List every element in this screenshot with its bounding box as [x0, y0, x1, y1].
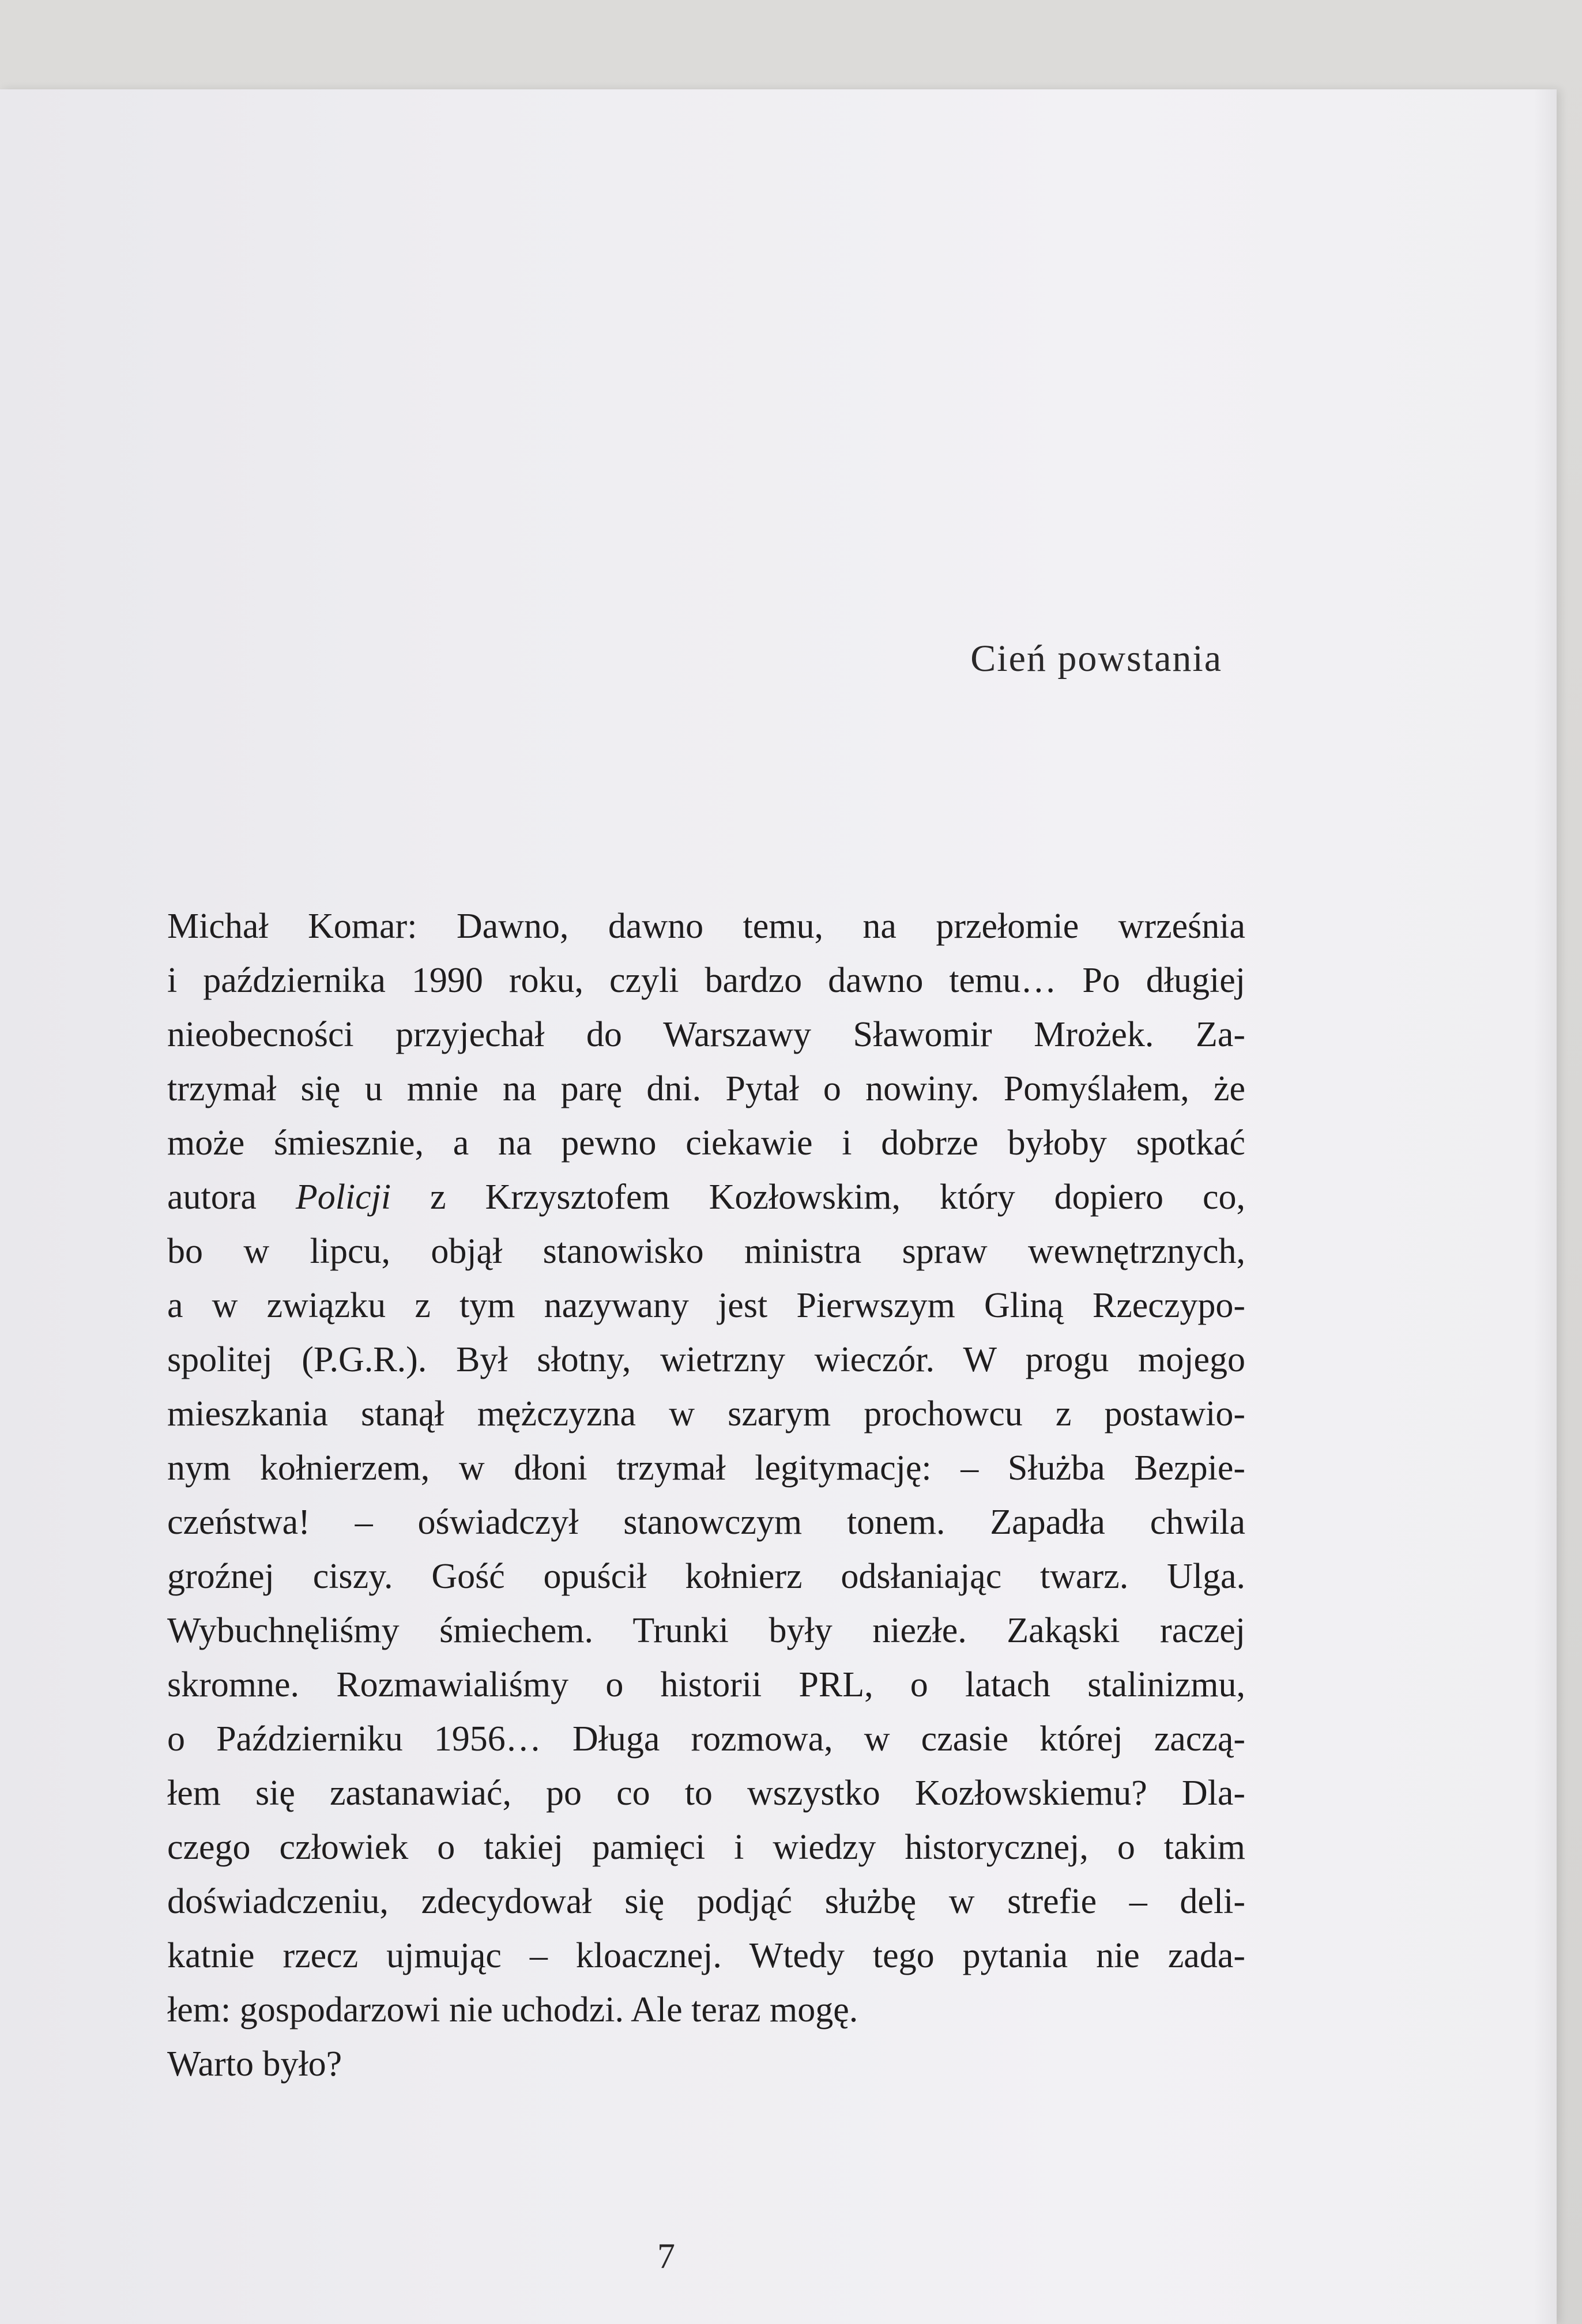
text-line: mieszkania stanął mężczyzna w szarym prochowcu z postawio- [167, 1394, 1245, 1433]
page-number: 7 [657, 2237, 675, 2276]
text-line: trzymał się u mnie na parę dni. Pytał o nowiny. Pomyślałem, że [167, 1069, 1245, 1108]
page-edge-shadow [1534, 89, 1557, 2324]
text-segment: z Krzysztofem Kozłowskim, który dopiero co, [391, 1178, 1245, 1217]
book-title-italic: Policji [295, 1178, 391, 1217]
text-line: Michał Komar: Dawno, dawno temu, na przełomie września [167, 907, 1245, 946]
text-line: łem: gospodarzowi nie uchodzi. Ale teraz mogę. [167, 1990, 858, 2029]
text-line: Wybuchnęliśmy śmiechem. Trunki były niezłe. Zakąski raczej [167, 1611, 1245, 1650]
book-page [0, 89, 1557, 2324]
text-line: czego człowiek o takiej pamięci i wiedzy historycznej, o takim [167, 1828, 1245, 1867]
text-line: spolitej (P.G.R.). Był słotny, wietrzny wieczór. W progu mojego [167, 1340, 1245, 1379]
text-line: nieobecności przyjechał do Warszawy Sławomir Mrożek. Za- [167, 1015, 1245, 1054]
body-paragraph [167, 899, 1245, 2091]
text-line: groźnej ciszy. Gość opuścił kołnierz odsłaniając twarz. Ulga. [167, 1557, 1245, 1596]
text-line: doświadczeniu, zdecydował się podjąć służbę w strefie – deli- [167, 1882, 1245, 1921]
text-line: nym kołnierzem, w dłoni trzymał legitymację: – Służba Bezpie- [167, 1448, 1245, 1488]
text-line: skromne. Rozmawialiśmy o historii PRL, o latach stalinizmu, [167, 1665, 1245, 1704]
text-line: a w związku z tym nazywany jest Pierwszym Gliną Rzeczypo- [167, 1286, 1245, 1325]
text-segment: autora [167, 1178, 296, 1217]
text-line: Warto było? [167, 2044, 342, 2084]
text-line: katnie rzecz ujmując – kloacznej. Wtedy tego pytania nie zada- [167, 1936, 1245, 1975]
text-line: i października 1990 roku, czyli bardzo dawno temu… Po długiej [167, 961, 1245, 1000]
text-line [167, 1170, 1245, 1224]
chapter-title: Cień powstania [970, 637, 1222, 680]
text-line: może śmiesznie, a na pewno ciekawie i dobrze byłoby spotkać [167, 1123, 1245, 1163]
text-line: bo w lipcu, objął stanowisko ministra spraw wewnętrznych, [167, 1232, 1245, 1271]
text-line: o Październiku 1956… Długa rozmowa, w czasie której zaczą- [167, 1719, 1245, 1759]
text-line: łem się zastanawiać, po co to wszystko Kozłowskiemu? Dla- [167, 1774, 1245, 1813]
text-line: czeństwa! – oświadczył stanowczym tonem. Zapadła chwila [167, 1503, 1245, 1542]
